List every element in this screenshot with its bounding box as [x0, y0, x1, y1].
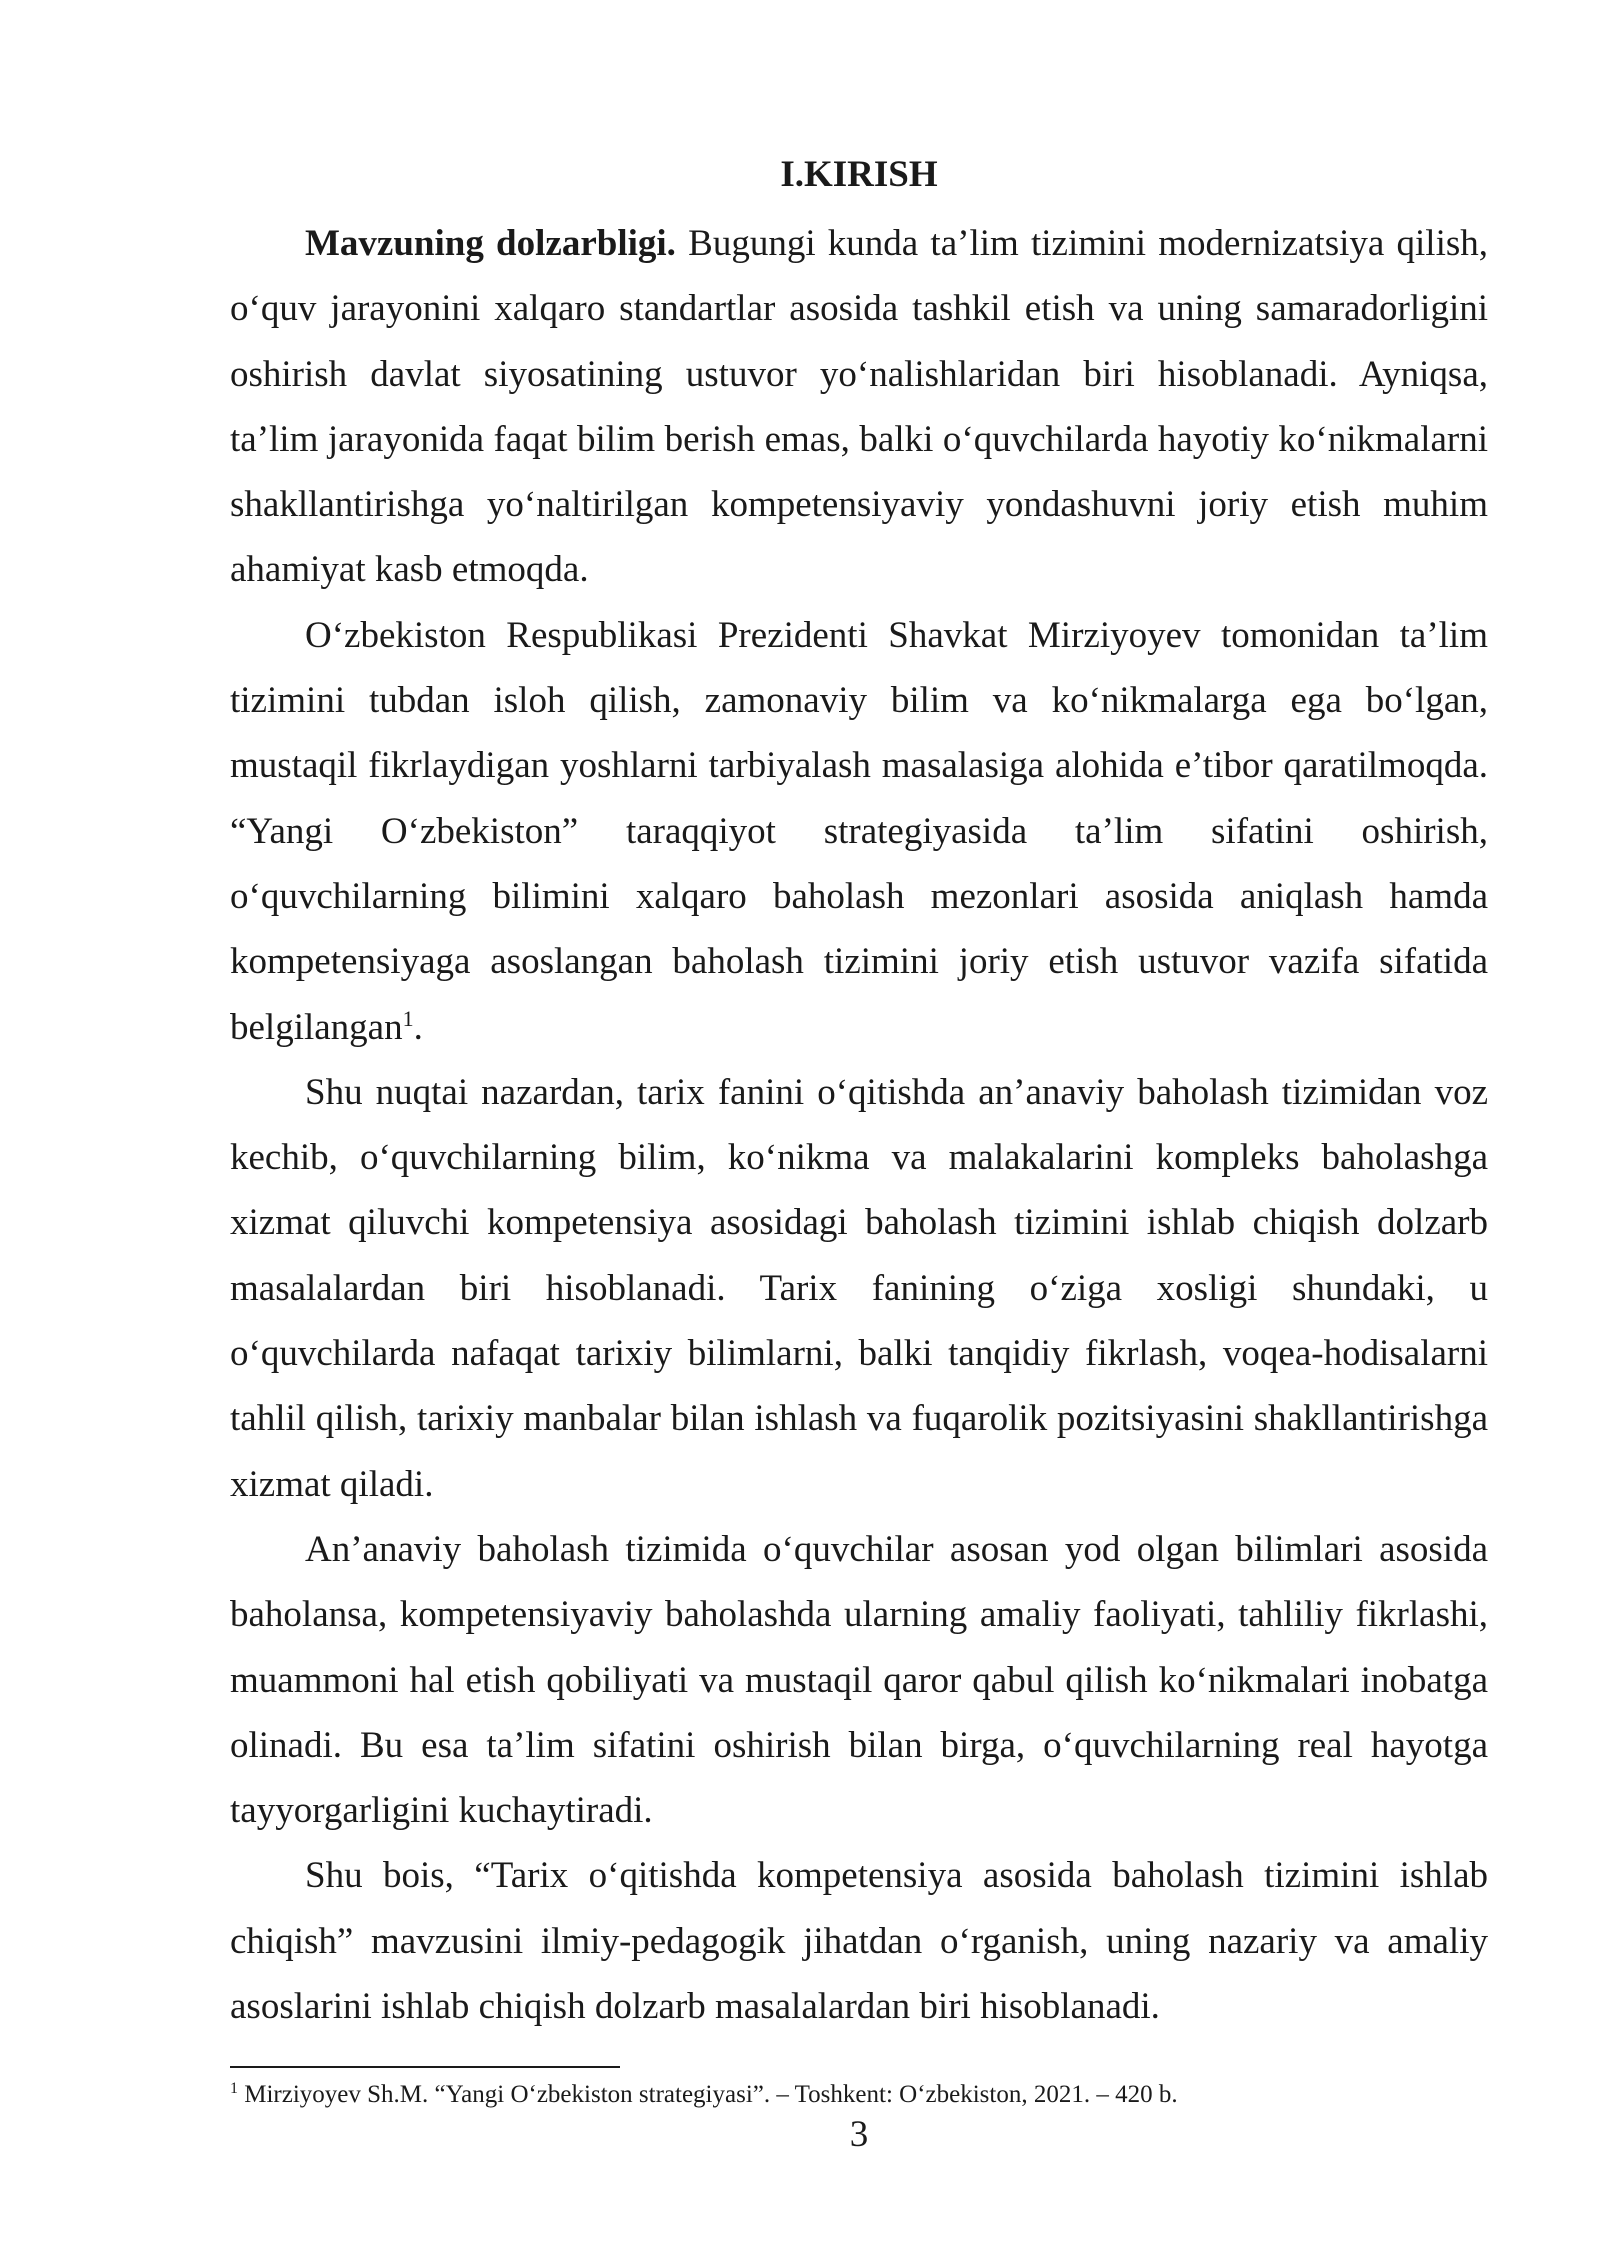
- paragraph-text: O‘zbekiston Respublikasi Prezidenti Shavkat Mirziyoyev tomonidan ta’lim tizimini tubdan isloh qilish, zamonaviy bilim va ko‘nikmalarga ega bo‘lgan, mustaqil fikrlaydigan yoshlarni tarbiyalash masalasiga alohida e’tibor qaratilmoqda. “Yangi O‘zbekiston” taraqqiyot strategiyasida ta’lim sifatini oshirish, o‘quvchilarning bilimini xalqaro baholash mezonlari asosida aniqlash hamda kompetensiyaga asoslangan baholash tizimini joriy etish ustuvor vazifa sifatida belgilangan: [230, 614, 1488, 1048]
- paragraph-conclusion: [230, 1843, 1488, 2039]
- body-text: [230, 211, 1488, 2039]
- paragraph-history-teaching: [230, 1060, 1488, 1517]
- paragraph-relevance: [230, 211, 1488, 603]
- footnote-reference[interactable]: 1: [402, 1005, 414, 1031]
- paragraph-text: Bugungi kunda ta’lim tizimini modernizatsiya qilish, o‘quv jarayonini xalqaro standartlar asosida tashkil etish va uning samaradorligini oshirish davlat siyosatining ustuvor yo‘nalishlaridan biri hisoblanadi. Ayniqsa, ta’lim jarayonida faqat bilim berish emas, balki o‘quvchilarda hayotiy ko‘nikmalarni shakllantirishga yo‘naltirilgan kompetensiyaviy yondashuvni joriy etish muhim ahamiyat kasb etmoqda.: [230, 223, 1488, 591]
- paragraph-lead: Mavzuning dolzarbligi.: [305, 223, 676, 264]
- footnote-text: Mirziyoyev Sh.M. “Yangi O‘zbekiston strategiyasi”. – Toshkent: O‘zbekiston, 2021. – 420 b.: [238, 2081, 1178, 2108]
- paragraph-president: [230, 603, 1488, 1060]
- paragraph-traditional-assessment: [230, 1517, 1488, 1843]
- page-number: 3: [849, 2114, 869, 2155]
- footnote: [230, 2078, 1488, 2112]
- footnote-separator: [230, 2066, 620, 2068]
- footnote-marker: 1: [230, 2080, 238, 2097]
- paragraph-text: Shu bois, “Tarix o‘qitishda kompetensiya asosida baholash tizimini ishlab chiqish” mavzusini ilmiy-pedagogik jihatdan o‘rganish, uning nazariy va amaliy asoslarini ishlab chiqish dolzarb masalalardan biri hisoblanadi.: [230, 1855, 1488, 2028]
- section-heading: I.KIRISH: [780, 154, 938, 195]
- paragraph-tail: .: [413, 1006, 423, 1048]
- paragraph-text: Shu nuqtai nazardan, tarix fanini o‘qitishda an’anaviy baholash tizimidan voz kechib, o‘quvchilarning bilim, ko‘nikma va malakalarini kompleks baholashga xizmat qiluvchi kompetensiya asosidagi baholash tizimini ishlab chiqish dolzarb masalalardan biri hisoblanadi. Tarix fanining o‘ziga xosligi shundaki, u o‘quvchilarda nafaqat tarixiy bilimlarni, balki tanqidiy fikrlash, voqea-hodisalarni tahlil qilish, tarixiy manbalar bilan ishlash va fuqarolik pozitsiyasini shakllantirishga xizmat qiladi.: [230, 1071, 1488, 1505]
- paragraph-text: An’anaviy baholash tizimida o‘quvchilar asosan yod olgan bilimlari asosida baholansa, kompetensiyaviy baholashda ularning amaliy faoliyati, tahliliy fikrlashi, muammoni hal etish qobiliyati va mustaqil qaror qabul qilish ko‘nikmalari inobatga olinadi. Bu esa ta’lim sifatini oshirish bilan birga, o‘quvchilarning real hayotga tayyorgarligini kuchaytiradi.: [230, 1528, 1488, 1832]
